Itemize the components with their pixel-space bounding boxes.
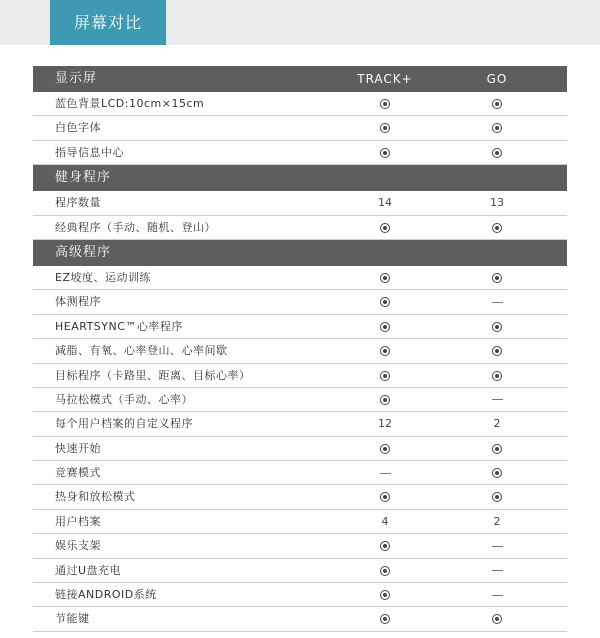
track-plus-value bbox=[345, 534, 425, 558]
section-title: 显示屏 bbox=[55, 71, 98, 86]
go-value: 2 bbox=[493, 417, 501, 431]
track-plus-value bbox=[345, 437, 425, 461]
included-mark-icon bbox=[492, 444, 502, 454]
track-plus-value bbox=[345, 364, 425, 388]
feature-label: 链接ANDROID系统 bbox=[55, 588, 157, 602]
track-plus-value bbox=[345, 92, 425, 116]
track-plus-value: 14 bbox=[378, 196, 392, 210]
feature-label: 用户档案 bbox=[55, 514, 101, 528]
go-value bbox=[457, 559, 537, 583]
included-mark-icon bbox=[380, 223, 390, 233]
included-mark-icon bbox=[492, 492, 502, 502]
track-plus-value bbox=[345, 141, 425, 165]
track-plus-value bbox=[345, 461, 425, 485]
table-row bbox=[33, 92, 567, 116]
go-value bbox=[457, 388, 537, 412]
feature-label: 蓝色背景LCD:10cm×15cm bbox=[55, 97, 205, 110]
track-plus-value bbox=[345, 339, 425, 363]
not-included-dash-icon bbox=[492, 595, 503, 596]
go-value bbox=[457, 364, 537, 388]
table-row bbox=[33, 485, 567, 509]
go-value bbox=[457, 116, 537, 140]
section-header bbox=[33, 240, 567, 266]
go-value bbox=[457, 607, 537, 631]
table-row bbox=[33, 216, 567, 240]
go-value: 13 bbox=[490, 196, 504, 210]
included-mark-icon bbox=[380, 99, 390, 109]
track-plus-value bbox=[345, 216, 425, 240]
table-row bbox=[33, 461, 567, 485]
feature-label: 娱乐支架 bbox=[55, 539, 101, 553]
track-plus-value: 4 bbox=[381, 514, 389, 528]
feature-label: 热身和放松模式 bbox=[55, 490, 136, 504]
included-mark-icon bbox=[380, 148, 390, 158]
feature-label: HEARTSYNC™心率程序 bbox=[55, 319, 183, 333]
feature-label: 马拉松模式（手动、心率） bbox=[55, 392, 193, 406]
go-value bbox=[457, 437, 537, 461]
column-header-go: GO bbox=[486, 72, 508, 86]
included-mark-icon bbox=[380, 371, 390, 381]
included-mark-icon bbox=[492, 468, 502, 478]
track-plus-value bbox=[345, 290, 425, 314]
section-header bbox=[33, 165, 567, 191]
table-row bbox=[33, 412, 567, 436]
table-row bbox=[33, 266, 567, 290]
go-value bbox=[457, 141, 537, 165]
track-plus-value bbox=[345, 485, 425, 509]
track-plus-value bbox=[345, 116, 425, 140]
go-value bbox=[457, 534, 537, 558]
table-row bbox=[33, 339, 567, 363]
included-mark-icon bbox=[492, 123, 502, 133]
go-value bbox=[457, 583, 537, 607]
included-mark-icon bbox=[380, 346, 390, 356]
go-value bbox=[457, 315, 537, 339]
included-mark-icon bbox=[492, 148, 502, 158]
table-row bbox=[33, 559, 567, 583]
tab-screen-comparison[interactable]: 屏幕对比 bbox=[50, 0, 166, 45]
included-mark-icon bbox=[380, 614, 390, 624]
included-mark-icon bbox=[380, 273, 390, 283]
table-row bbox=[33, 141, 567, 165]
table-row bbox=[33, 607, 567, 631]
go-value bbox=[457, 485, 537, 509]
not-included-dash-icon bbox=[492, 570, 503, 571]
track-plus-value bbox=[345, 559, 425, 583]
table-row bbox=[33, 290, 567, 314]
feature-label: 指导信息中心 bbox=[55, 145, 124, 159]
go-value bbox=[457, 216, 537, 240]
included-mark-icon bbox=[380, 541, 390, 551]
table-row bbox=[33, 364, 567, 388]
feature-label: 快速开始 bbox=[55, 441, 101, 455]
track-plus-value bbox=[345, 583, 425, 607]
column-header-track-plus: TRACK+ bbox=[357, 72, 413, 86]
table-row bbox=[33, 191, 567, 215]
track-plus-value: 12 bbox=[378, 417, 392, 431]
not-included-dash-icon bbox=[492, 546, 503, 547]
included-mark-icon bbox=[492, 322, 502, 332]
table-row bbox=[33, 583, 567, 607]
included-mark-icon bbox=[492, 371, 502, 381]
feature-label: 每个用户档案的自定义程序 bbox=[55, 417, 193, 431]
included-mark-icon bbox=[492, 346, 502, 356]
not-included-dash-icon bbox=[492, 302, 503, 303]
table-row bbox=[33, 116, 567, 140]
feature-label: 经典程序（手动、随机、登山） bbox=[55, 220, 216, 234]
track-plus-value bbox=[345, 266, 425, 290]
included-mark-icon bbox=[380, 297, 390, 307]
included-mark-icon bbox=[380, 566, 390, 576]
included-mark-icon bbox=[380, 322, 390, 332]
section-header bbox=[33, 66, 567, 92]
table-row bbox=[33, 388, 567, 412]
section-title: 健身程序 bbox=[55, 170, 112, 186]
included-mark-icon bbox=[492, 99, 502, 109]
feature-label: 程序数量 bbox=[55, 196, 101, 210]
feature-label: 节能键 bbox=[55, 612, 90, 626]
feature-label: 白色字体 bbox=[55, 121, 101, 135]
not-included-dash-icon bbox=[492, 399, 503, 400]
feature-label: 目标程序（卡路里、距离、目标心率） bbox=[55, 368, 251, 382]
included-mark-icon bbox=[380, 492, 390, 502]
feature-label: 减脂、有氧、心率登山、心率间歇 bbox=[55, 344, 228, 358]
included-mark-icon bbox=[492, 273, 502, 283]
go-value bbox=[457, 290, 537, 314]
go-value: 2 bbox=[493, 514, 501, 528]
not-included-dash-icon bbox=[380, 473, 391, 474]
section-title: 高级程序 bbox=[55, 244, 112, 260]
included-mark-icon bbox=[380, 123, 390, 133]
included-mark-icon bbox=[492, 223, 502, 233]
table-row bbox=[33, 315, 567, 339]
feature-label: EZ坡度、运动训练 bbox=[55, 270, 151, 284]
go-value bbox=[457, 339, 537, 363]
go-value bbox=[457, 461, 537, 485]
feature-label: 通过U盘充电 bbox=[55, 563, 122, 577]
go-value bbox=[457, 266, 537, 290]
included-mark-icon bbox=[492, 614, 502, 624]
table-row bbox=[33, 534, 567, 558]
feature-label: 体测程序 bbox=[55, 295, 101, 309]
track-plus-value bbox=[345, 607, 425, 631]
included-mark-icon bbox=[380, 395, 390, 405]
go-value bbox=[457, 92, 537, 116]
track-plus-value bbox=[345, 388, 425, 412]
included-mark-icon bbox=[380, 590, 390, 600]
track-plus-value bbox=[345, 315, 425, 339]
feature-label: 竞赛模式 bbox=[55, 466, 101, 480]
included-mark-icon bbox=[380, 444, 390, 454]
table-row bbox=[33, 437, 567, 461]
table-row bbox=[33, 510, 567, 534]
comparison-table bbox=[33, 66, 567, 632]
